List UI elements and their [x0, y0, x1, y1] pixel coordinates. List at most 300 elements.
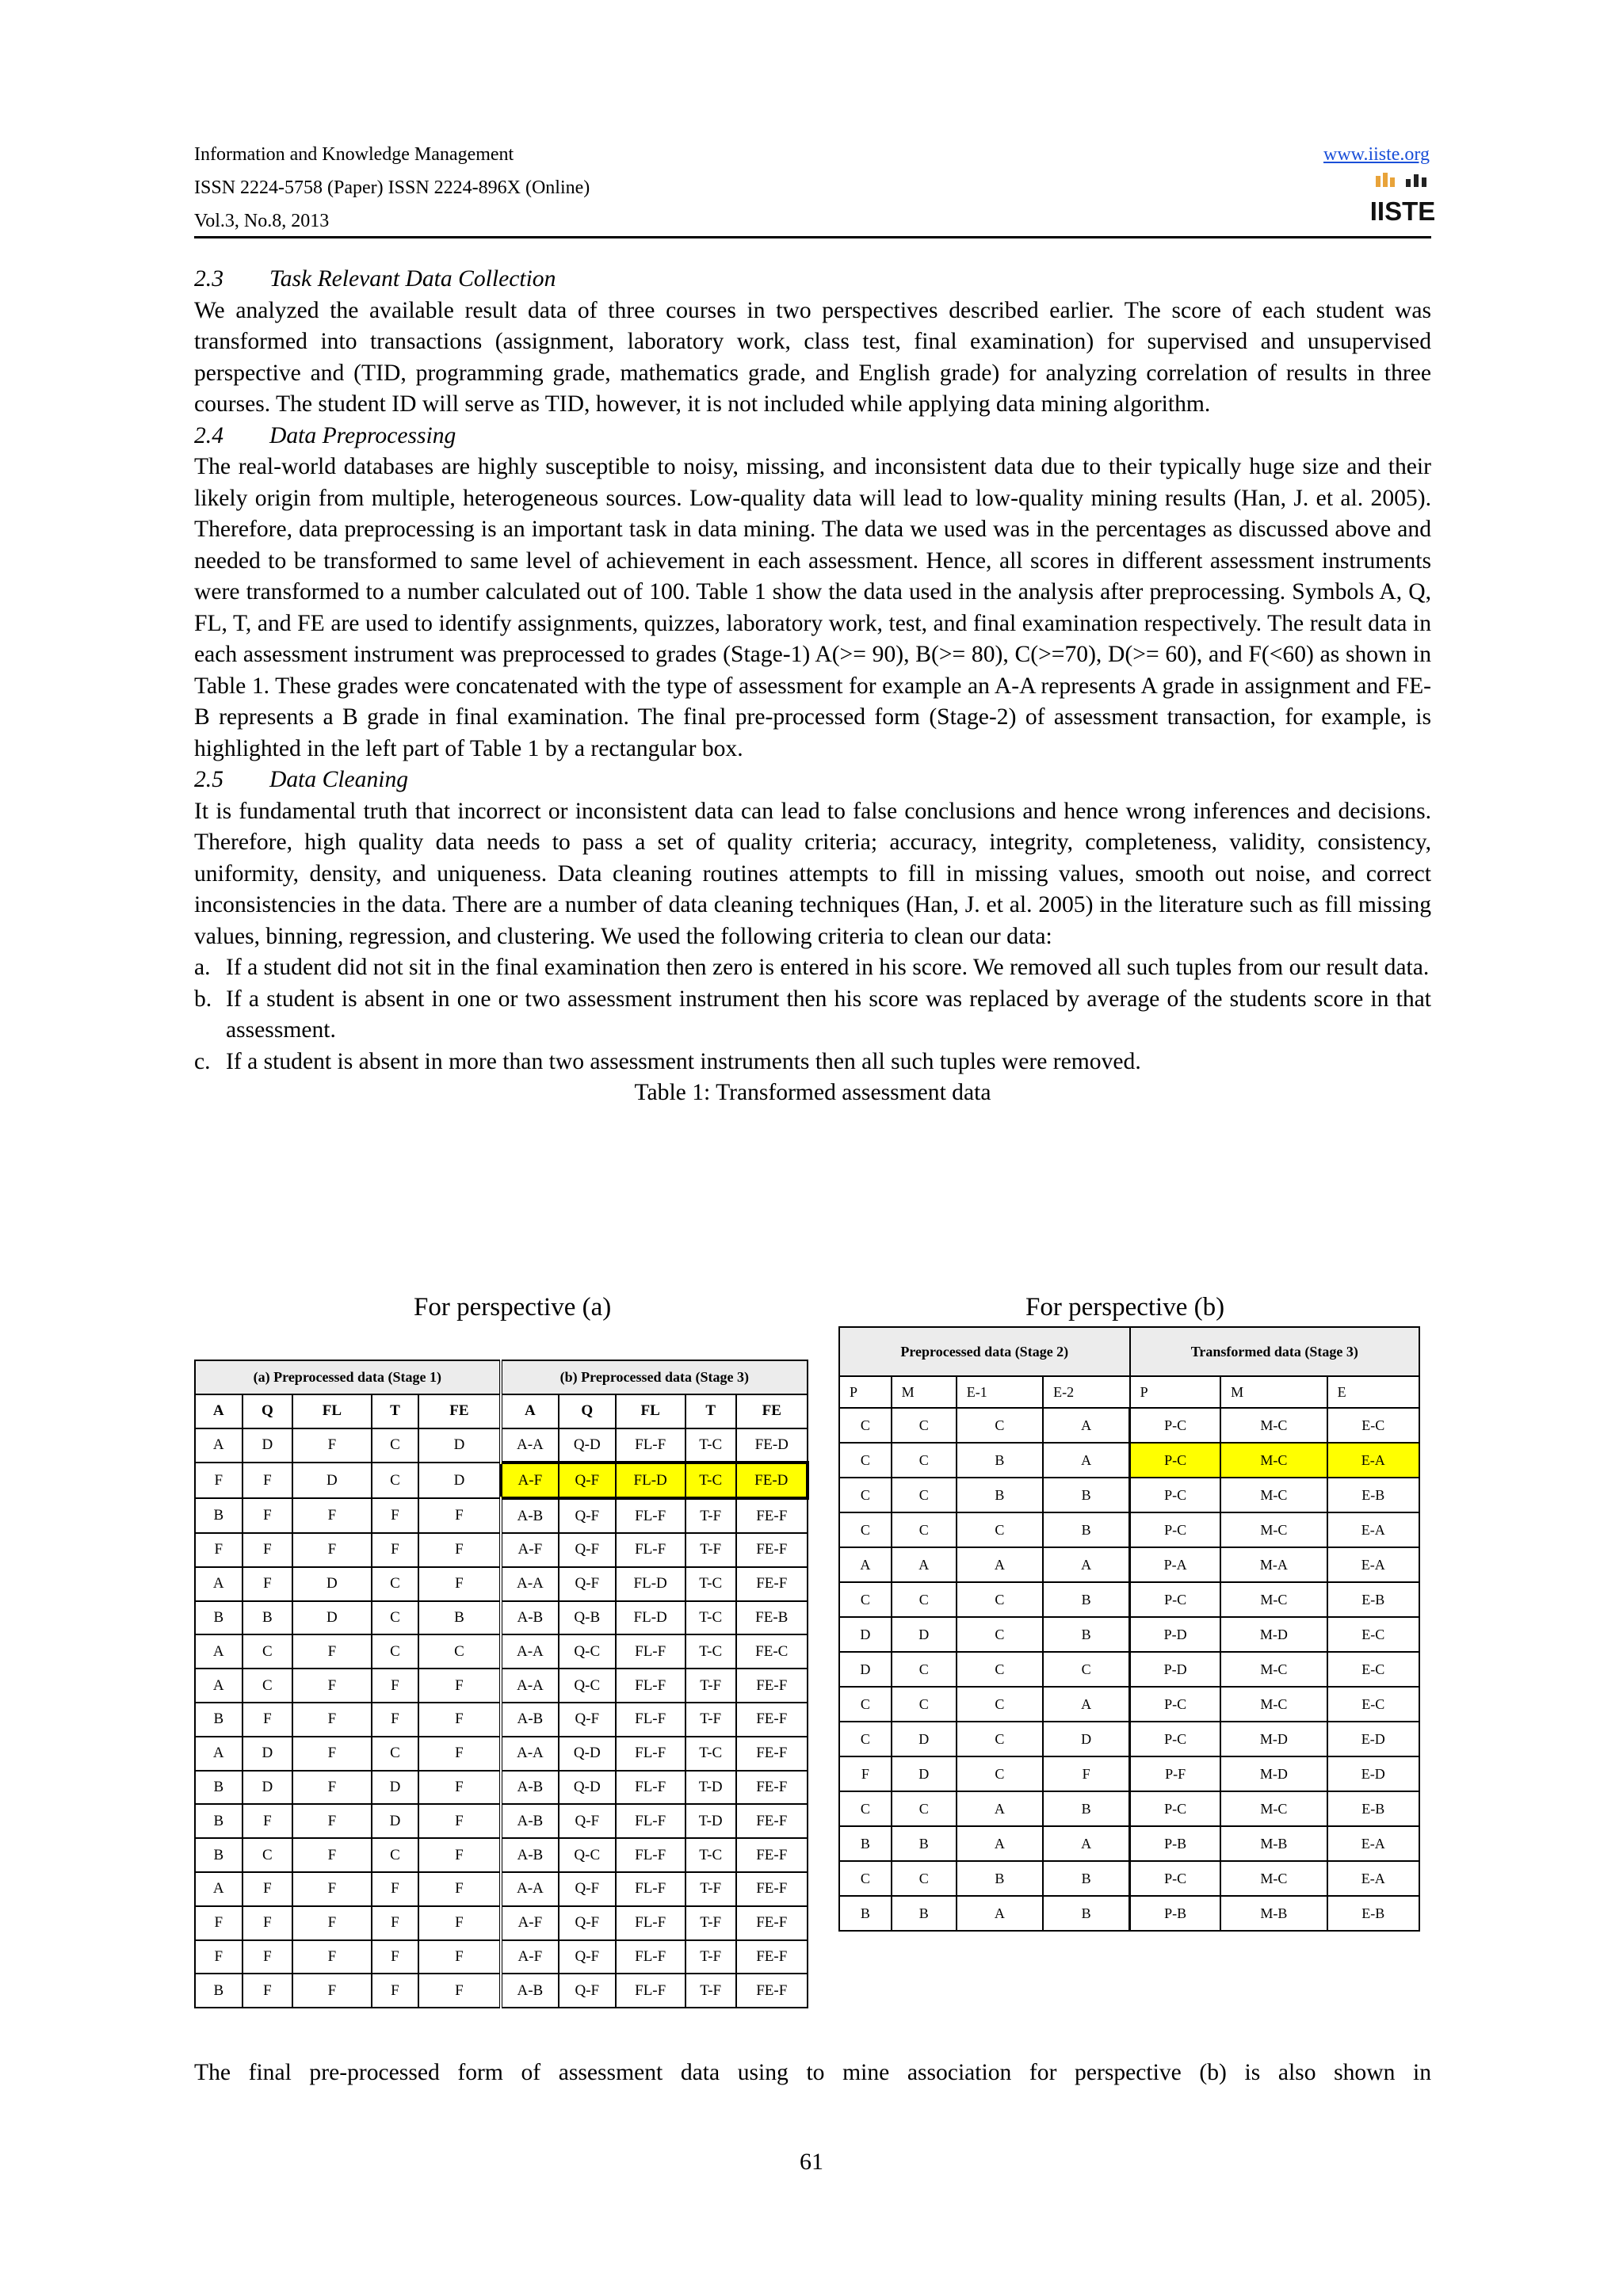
table-cell: D: [839, 1652, 892, 1687]
table-cell: E-C: [1327, 1408, 1419, 1443]
table-cell: T-F: [685, 1872, 736, 1906]
table-cell: FE-D: [736, 1428, 808, 1463]
table-cell: D: [242, 1771, 293, 1805]
table-cell: A: [1043, 1826, 1129, 1861]
table-cell: FL-F: [616, 1974, 685, 2008]
table-cell: Q-C: [559, 1838, 615, 1872]
column-header: FL: [292, 1394, 372, 1428]
table-cell: D: [892, 1617, 957, 1652]
table-cell: T-F: [685, 1533, 736, 1567]
table-cell: C: [957, 1756, 1043, 1791]
table-row: [839, 1826, 1419, 1861]
table-row: [195, 1838, 808, 1872]
journal-url-wrap: [1284, 138, 1430, 171]
table-cell: A: [1043, 1408, 1129, 1443]
journal-name: Information and Knowledge Management: [194, 144, 514, 165]
group-header: Transformed data (Stage 3): [1130, 1327, 1419, 1376]
table-cell: FL-F: [616, 1906, 685, 1940]
column-header: Q: [559, 1394, 615, 1428]
table-cell: C: [892, 1687, 957, 1722]
table-cell: C: [372, 1428, 419, 1463]
table-cell: F: [195, 1906, 242, 1940]
table-cell: C: [372, 1737, 419, 1771]
table-cell: F: [418, 1771, 500, 1805]
table-cell: F: [418, 1872, 500, 1906]
table-cell: FE-F: [736, 1533, 808, 1567]
table-cell: A-A: [501, 1737, 559, 1771]
table-cell: FL-F: [616, 1634, 685, 1669]
table-cell: M-D: [1220, 1722, 1327, 1756]
table-cell: E-A: [1327, 1826, 1419, 1861]
table-cell: B: [839, 1826, 892, 1861]
table-cell: A: [892, 1547, 957, 1582]
table-cell: M-B: [1220, 1896, 1327, 1931]
table-cell: FE-F: [736, 1669, 808, 1703]
table-row: [195, 1804, 808, 1838]
table-cell: FE-B: [736, 1601, 808, 1635]
table-cell: F: [292, 1804, 372, 1838]
table-row: [839, 1512, 1419, 1547]
table-cell: D: [418, 1463, 500, 1498]
table-cell: F: [292, 1940, 372, 1974]
table-cell: C: [839, 1408, 892, 1443]
table-cell: E-A: [1327, 1861, 1419, 1896]
table-cell: FL-D: [616, 1463, 685, 1498]
table-cell: F: [292, 1771, 372, 1805]
table-row: [195, 1771, 808, 1805]
table-cell: Q-F: [559, 1804, 615, 1838]
table-cell: Q-F: [559, 1498, 615, 1533]
table-cell: B: [1043, 1861, 1129, 1896]
table-cell: D: [418, 1428, 500, 1463]
table-cell: E-D: [1327, 1756, 1419, 1791]
table-cell: Q-F: [559, 1974, 615, 2008]
table-cell: F: [292, 1634, 372, 1669]
table-cell: B: [195, 1838, 242, 1872]
table-cell: A-B: [501, 1838, 559, 1872]
table-cell: FL-F: [616, 1533, 685, 1567]
table-cell: P-D: [1130, 1617, 1221, 1652]
table-cell: M-C: [1220, 1687, 1327, 1722]
table-cell: A-B: [501, 1974, 559, 2008]
table-cell: FE-F: [736, 1498, 808, 1533]
column-header: Q: [242, 1394, 293, 1428]
page-number: 61: [800, 2149, 823, 2175]
table-perspective-a: [194, 1360, 809, 2008]
table-cell: D: [292, 1463, 372, 1498]
table-cell: B: [195, 1601, 242, 1635]
table-cell: F: [292, 1737, 372, 1771]
table-cell: C: [372, 1567, 419, 1601]
table-cell: E-B: [1327, 1896, 1419, 1931]
table-cell: F: [242, 1498, 293, 1533]
table-cell: C: [892, 1652, 957, 1687]
table-cell: F: [242, 1906, 293, 1940]
table-cell: C: [242, 1838, 293, 1872]
table-cell: FL-F: [616, 1804, 685, 1838]
table-cell: P-C: [1130, 1512, 1221, 1547]
table-cell: Q-B: [559, 1601, 615, 1635]
table-cell: P-F: [1130, 1756, 1221, 1791]
column-header: T: [372, 1394, 419, 1428]
table-cell: A-A: [501, 1872, 559, 1906]
table-cell: F: [418, 1498, 500, 1533]
table-cell: E-D: [1327, 1722, 1419, 1756]
list-item: a. If a student did not sit in the final examination then zero is entered in his score. We removed all such tuples from our result data.: [194, 955, 1430, 980]
group-header: (a) Preprocessed data (Stage 1): [195, 1360, 501, 1394]
table-cell: B: [957, 1478, 1043, 1512]
table-cell: B: [195, 1771, 242, 1805]
table-cell: B: [1043, 1791, 1129, 1826]
table-row: [839, 1408, 1419, 1443]
table-row: [195, 1634, 808, 1669]
table-row: [195, 1463, 808, 1498]
header-rule: [194, 236, 1431, 238]
table-cell: F: [372, 1669, 419, 1703]
table-cell: E-B: [1327, 1791, 1419, 1826]
table-cell: A: [957, 1826, 1043, 1861]
table-cell: FL-F: [616, 1669, 685, 1703]
table-cell: E-A: [1327, 1512, 1419, 1547]
table-row: [195, 1906, 808, 1940]
table-cell: B: [1043, 1512, 1129, 1547]
table-cell: C: [957, 1582, 1043, 1617]
table-cell: FL-F: [616, 1872, 685, 1906]
article-body: [194, 264, 1431, 1109]
table-cell: F: [242, 1567, 293, 1601]
table-cell: Q-F: [559, 1533, 615, 1567]
table-cell: F: [242, 1804, 293, 1838]
table-cell: E-C: [1327, 1617, 1419, 1652]
table-cell: E-C: [1327, 1687, 1419, 1722]
table-cell: FL-F: [616, 1838, 685, 1872]
table-row: [839, 1896, 1419, 1931]
column-header: E-2: [1043, 1376, 1129, 1408]
table-row: [839, 1547, 1419, 1582]
table-cell: A: [1043, 1443, 1129, 1478]
table-cell: T-C: [685, 1634, 736, 1669]
table-cell: F: [372, 1872, 419, 1906]
table-cell: A-B: [501, 1804, 559, 1838]
table-cell: A: [195, 1737, 242, 1771]
table-cell: P-A: [1130, 1547, 1221, 1582]
section-2-4-text: The real-world databases are highly susceptible to noisy, missing, and inconsistent data due to their typically huge size and their likely origin from multiple, heterogeneous sources. Low-quality data will lead to low-quality mining results (Han, J. et al. 2005). Therefore, data preprocessing is an important task in data mining. The data we used was in the percentages as discussed above and needed to be transformed to same level of achievement in each assessment. Hence, all scores in different assessment instruments were transformed to a number calculated out of 100. Table 1 show the data used in the analysis after preprocessing. Symbols A, Q, FL, T, and FE are used to identify assignments, quizzes, laboratory work, test, and final examination respectively. The result data in each assessment instrument was preprocessed to grades (Stage-1) A(>= 90), B(>= 80), C(>=70), D(>= 60), and F(<60) as shown in Table 1. These grades were concatenated with the type of assessment for example an A-A represents A grade in assignment and FE-B represents a B grade in final examination. The final pre-processed form (Stage-2) of assessment transaction, for example, is highlighted in the left part of Table 1 by a rectangular box.: [194, 454, 1431, 761]
column-header: FE: [736, 1394, 808, 1428]
table-row: [839, 1582, 1419, 1617]
table-cell: D: [372, 1804, 419, 1838]
table-row: [195, 1567, 808, 1601]
table-cell: Q-C: [559, 1634, 615, 1669]
table-cell: F: [242, 1463, 293, 1498]
table-cell: F: [292, 1703, 372, 1737]
table-cell: A-B: [501, 1498, 559, 1533]
table-cell: D: [292, 1567, 372, 1601]
group-header: Preprocessed data (Stage 2): [839, 1327, 1130, 1376]
journal-header: [194, 138, 590, 238]
table-row: [195, 1498, 808, 1533]
table-cell: FL-F: [616, 1703, 685, 1737]
table-cell: C: [372, 1601, 419, 1635]
table-row: [839, 1652, 1419, 1687]
table-cell: T-F: [685, 1669, 736, 1703]
continuation-text: The final pre-processed form of assessment data using to mine association for perspective (b) is also shown in: [194, 2060, 1431, 2085]
table-cell: FE-F: [736, 1567, 808, 1601]
table-cell: M-A: [1220, 1547, 1327, 1582]
journal-url-link[interactable]: www.iiste.org: [1323, 144, 1430, 165]
table-cell: B: [1043, 1582, 1129, 1617]
table-cell: T-C: [685, 1737, 736, 1771]
table-cell: A: [957, 1791, 1043, 1826]
table-cell: F: [418, 1838, 500, 1872]
table-cell: F: [372, 1974, 419, 2008]
table-row: [195, 1737, 808, 1771]
table-cell: B: [1043, 1617, 1129, 1652]
table-cell: FE-F: [736, 1703, 808, 1737]
table-row: [839, 1478, 1419, 1512]
table-cell: F: [372, 1703, 419, 1737]
table-caption: Table 1: Transformed assessment data: [634, 1080, 991, 1105]
table-cell: Q-D: [559, 1771, 615, 1805]
table-cell: D: [839, 1617, 892, 1652]
table-cell: C: [1043, 1652, 1129, 1687]
table-cell: D: [292, 1601, 372, 1635]
table-cell: B: [242, 1601, 293, 1635]
table-cell: D: [892, 1722, 957, 1756]
table-cell: C: [892, 1478, 957, 1512]
table-row: [839, 1756, 1419, 1791]
table-cell: D: [242, 1428, 293, 1463]
list-item: b. If a student is absent in one or two assessment instrument then his score was replaced by average of the students score in that assessment.: [194, 986, 1431, 1043]
table-cell: F: [418, 1669, 500, 1703]
table-cell: C: [372, 1463, 419, 1498]
table-cell: F: [1043, 1756, 1129, 1791]
table-cell: F: [418, 1804, 500, 1838]
table-perspective-b: [838, 1326, 1420, 1932]
table-cell: Q-D: [559, 1737, 615, 1771]
table-cell: B: [418, 1601, 500, 1635]
table-cell: C: [892, 1512, 957, 1547]
table-cell: T-C: [685, 1838, 736, 1872]
table-cell: M-C: [1220, 1861, 1327, 1896]
table-cell: E-B: [1327, 1478, 1419, 1512]
column-header: T: [685, 1394, 736, 1428]
table-cell: F: [372, 1906, 419, 1940]
table-cell: FL-D: [616, 1567, 685, 1601]
table-cell: M-C: [1220, 1652, 1327, 1687]
table-cell: A: [1043, 1547, 1129, 1582]
table-cell: F: [839, 1756, 892, 1791]
table-cell: A: [195, 1567, 242, 1601]
table-cell: B: [195, 1974, 242, 2008]
table-cell: F: [195, 1533, 242, 1567]
table-cell: M-B: [1220, 1826, 1327, 1861]
table-cell: P-C: [1130, 1582, 1221, 1617]
table-cell: F: [242, 1533, 293, 1567]
table-cell: M-C: [1220, 1443, 1327, 1478]
table-row: [839, 1443, 1419, 1478]
table-cell: Q-D: [559, 1428, 615, 1463]
table-cell: T-C: [685, 1463, 736, 1498]
table-cell: FE-F: [736, 1906, 808, 1940]
table-cell: C: [418, 1634, 500, 1669]
table-cell: F: [242, 1974, 293, 2008]
section-2-5-text: It is fundamental truth that incorrect or inconsistent data can lead to false conclusions and hence wrong inferences and decisions. Therefore, high quality data needs to pass a set of quality criteria; accuracy, integrity, completeness, validity, consistency, uniformity, density, and uniqueness. Data cleaning routines attempts to fill in missing values, smooth out noise, and correct inconsistencies in the data. There are a number of data cleaning techniques (Han, J. et al. 2005) in the literature such as fill missing values, binning, regression, and clustering. We used the following criteria to clean our data:: [194, 798, 1431, 949]
table-cell: A: [839, 1547, 892, 1582]
table-cell: P-C: [1130, 1443, 1221, 1478]
table-cell: A-F: [501, 1533, 559, 1567]
table-cell: E-C: [1327, 1652, 1419, 1687]
table-cell: F: [418, 1703, 500, 1737]
table-cell: F: [242, 1703, 293, 1737]
table-row: [839, 1687, 1419, 1722]
section-2-3-heading: 2.3 Task Relevant Data Collection: [194, 266, 556, 292]
table-cell: F: [292, 1428, 372, 1463]
table-row: [195, 1669, 808, 1703]
table-cell: Q-F: [559, 1872, 615, 1906]
table-cell: E-A: [1327, 1443, 1419, 1478]
table-cell: F: [418, 1940, 500, 1974]
table-cell: F: [418, 1906, 500, 1940]
table-cell: C: [892, 1791, 957, 1826]
table-cell: C: [839, 1443, 892, 1478]
table-cell: F: [292, 1533, 372, 1567]
table-cell: D: [242, 1737, 293, 1771]
table-cell: M-D: [1220, 1756, 1327, 1791]
column-header: A: [501, 1394, 559, 1428]
table-cell: P-C: [1130, 1687, 1221, 1722]
table-cell: FL-F: [616, 1428, 685, 1463]
table-row: [195, 1940, 808, 1974]
table-cell: P-B: [1130, 1896, 1221, 1931]
table-cell: FE-F: [736, 1838, 808, 1872]
table-cell: C: [372, 1634, 419, 1669]
table-cell: C: [892, 1408, 957, 1443]
table-cell: B: [1043, 1478, 1129, 1512]
table-cell: M-C: [1220, 1408, 1327, 1443]
table-cell: A-A: [501, 1567, 559, 1601]
cleaning-criteria-list: [194, 952, 1431, 1077]
table-cell: A: [957, 1896, 1043, 1931]
table-cell: C: [839, 1687, 892, 1722]
table-cell: F: [242, 1872, 293, 1906]
table-cell: F: [195, 1940, 242, 1974]
table-cell: E-A: [1327, 1547, 1419, 1582]
table-cell: B: [892, 1826, 957, 1861]
table-cell: F: [418, 1737, 500, 1771]
table-cell: A-F: [501, 1906, 559, 1940]
column-header: E-1: [957, 1376, 1043, 1408]
table-cell: P-C: [1130, 1408, 1221, 1443]
table-cell: F: [292, 1669, 372, 1703]
table-cell: B: [1043, 1896, 1129, 1931]
table-cell: FE-F: [736, 1737, 808, 1771]
group-header: (b) Preprocessed data (Stage 3): [501, 1360, 808, 1394]
table-cell: T-F: [685, 1906, 736, 1940]
column-header: FE: [418, 1394, 500, 1428]
table-cell: C: [242, 1634, 293, 1669]
table-cell: FE-F: [736, 1974, 808, 2008]
table-cell: F: [292, 1872, 372, 1906]
table-cell: Q-F: [559, 1940, 615, 1974]
section-2-3-text: We analyzed the available result data of three courses in two perspectives described earlier. The score of each student was transformed into transactions (assignment, laboratory work, class test, final examination) for supervised and unsupervised perspective and (TID, programming grade, mathematics grade, and English grade) for analyzing correlation of results in three courses. The student ID will serve as TID, however, it is not included while applying data mining algorithm.: [194, 297, 1431, 417]
table-cell: A-A: [501, 1669, 559, 1703]
table-cell: FE-F: [736, 1872, 808, 1906]
table-cell: T-D: [685, 1804, 736, 1838]
table-cell: C: [957, 1687, 1043, 1722]
table-row: [195, 1872, 808, 1906]
journal-issn: ISSN 2224-5758 (Paper) ISSN 2224-896X (Online): [194, 177, 590, 198]
table-row: [195, 1428, 808, 1463]
table-cell: T-F: [685, 1703, 736, 1737]
table-cell: F: [418, 1533, 500, 1567]
table-cell: P-C: [1130, 1791, 1221, 1826]
table-cell: C: [957, 1652, 1043, 1687]
table-cell: F: [292, 1838, 372, 1872]
table-row: [839, 1791, 1419, 1826]
table-cell: Q-F: [559, 1703, 615, 1737]
iiste-logo: [1369, 173, 1436, 226]
table-cell: F: [242, 1940, 293, 1974]
table-cell: C: [839, 1478, 892, 1512]
table-row: [839, 1861, 1419, 1896]
table-cell: FL-F: [616, 1771, 685, 1805]
list-item: c. If a student is absent in more than two assessment instruments then all such tuples were removed.: [194, 1048, 1141, 1074]
table-cell: Q-C: [559, 1669, 615, 1703]
table-cell: F: [292, 1498, 372, 1533]
column-header: E: [1327, 1376, 1419, 1408]
table-cell: Q-F: [559, 1567, 615, 1601]
table-cell: T-C: [685, 1428, 736, 1463]
table-cell: C: [839, 1861, 892, 1896]
table-cell: F: [418, 1974, 500, 2008]
table-cell: T-D: [685, 1771, 736, 1805]
table-cell: FE-D: [736, 1463, 808, 1498]
table-cell: A-B: [501, 1703, 559, 1737]
table-cell: B: [195, 1703, 242, 1737]
logo-text: IISTE: [1369, 196, 1436, 226]
table-cell: F: [195, 1463, 242, 1498]
column-header: P: [1130, 1376, 1221, 1408]
table-cell: A: [195, 1872, 242, 1906]
table-cell: A-A: [501, 1634, 559, 1669]
table-cell: M-C: [1220, 1478, 1327, 1512]
table-row: [195, 1974, 808, 2008]
table-cell: B: [957, 1443, 1043, 1478]
table-cell: A-F: [501, 1940, 559, 1974]
table-cell: P-D: [1130, 1652, 1221, 1687]
perspective-b-title: For perspective (b): [1025, 1293, 1225, 1322]
table-cell: A-A: [501, 1428, 559, 1463]
table-cell: A: [195, 1634, 242, 1669]
table-row: [195, 1533, 808, 1567]
column-header: A: [195, 1394, 242, 1428]
column-header: P: [839, 1376, 892, 1408]
section-2-5-heading: 2.5 Data Cleaning: [194, 767, 409, 792]
table-cell: F: [372, 1940, 419, 1974]
table-cell: D: [372, 1771, 419, 1805]
table-cell: A-B: [501, 1601, 559, 1635]
table-cell: D: [892, 1756, 957, 1791]
table-cell: FE-F: [736, 1940, 808, 1974]
table-cell: FL-D: [616, 1601, 685, 1635]
table-cell: Q-F: [559, 1906, 615, 1940]
table-cell: FL-F: [616, 1940, 685, 1974]
table-cell: C: [892, 1582, 957, 1617]
table-cell: A: [195, 1428, 242, 1463]
table-cell: B: [839, 1896, 892, 1931]
table-cell: B: [957, 1861, 1043, 1896]
table-cell: C: [839, 1512, 892, 1547]
